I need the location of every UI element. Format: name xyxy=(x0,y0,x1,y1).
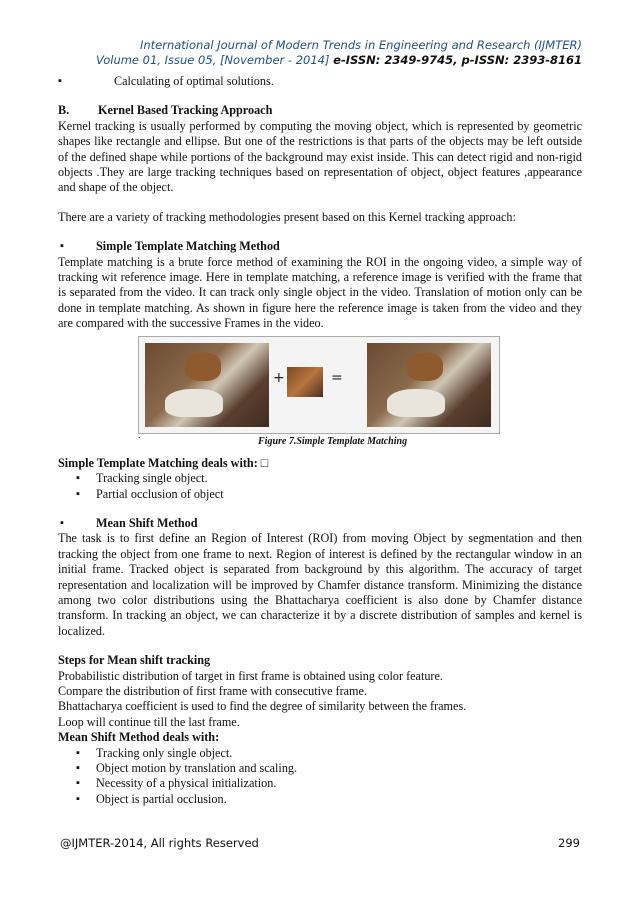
journal-title: International Journal of Modern Trends in Engineering and Research (IJMTER) xyxy=(139,38,582,52)
issn-info: e-ISSN: 2349-9745, p-ISSN: 2393-8161 xyxy=(333,53,582,67)
plus-sign: + xyxy=(273,369,285,386)
volume-info: Volume 01, Issue 05, [November - 2014] xyxy=(96,53,330,67)
stm-deals-heading: Simple Template Matching deals with: □ xyxy=(58,455,269,470)
frame-image xyxy=(145,343,269,427)
step-item: Bhattacharya coefficient is used to find the degree of similarity between the frames. xyxy=(58,699,467,714)
stm-list-item: ▪ Tracking single object. xyxy=(58,471,582,486)
page-number: 299 xyxy=(558,836,580,850)
equals-sign: = xyxy=(331,369,343,386)
page-body xyxy=(58,74,582,807)
paragraph-template: Template matching is a brute force method of examining the ROI in the ongoing video, a simple way of tracking wit reference image. Here in template matching, a reference image is verified with the frame that is separated from the video. It can track only single object in the video. Translation of motion only can be done in template matching. As shown in figure here the reference image is taken from the video and they are compared with the successive Frames in the video. xyxy=(58,254,582,331)
template-image xyxy=(287,367,323,397)
top-bullet: ▪ Calculating of optimal solutions. xyxy=(58,74,582,89)
ms-list-item: ▪ Tracking only single object. xyxy=(58,746,582,761)
ms-list-item: ▪ Object motion by translation and scaling. xyxy=(58,761,582,776)
ms-heading: ▪ Mean Shift Method xyxy=(58,516,582,531)
figure-image xyxy=(138,336,500,434)
figure-template-matching xyxy=(58,336,582,447)
section-title: Kernel Based Tracking Approach xyxy=(98,103,273,118)
matched-frame-image xyxy=(367,343,491,427)
journal-issue xyxy=(0,53,582,67)
step-item: Loop will continue till the last frame. xyxy=(58,714,240,729)
copyright: @IJMTER-2014, All rights Reserved xyxy=(60,836,259,850)
figure-dot: . xyxy=(138,429,141,441)
steps-heading: Steps for Mean shift tracking xyxy=(58,653,211,668)
stm-list-item: ▪ Partial occlusion of object xyxy=(58,487,582,502)
paragraph-methodologies: There are a variety of tracking methodologies present based on this Kernel tracking approach: xyxy=(58,209,516,224)
section-label: B. xyxy=(58,103,70,118)
ms-list-item: ▪ Necessity of a physical initialization. xyxy=(58,776,582,791)
section-heading xyxy=(58,103,582,118)
page-footer xyxy=(60,836,580,850)
step-item: Compare the distribution of first frame with consecutive frame. xyxy=(58,683,367,698)
ms-deals-heading: Mean Shift Method deals with: xyxy=(58,730,220,745)
step-item: Probabilistic distribution of target in first frame is obtained using color feature. xyxy=(58,668,443,683)
paragraph-kernel: Kernel tracking is usually performed by computing the moving object, which is represented by geometric shapes like rectangle and ellipse. But one of the restrictions is that parts of the objects may be left outside of the defined shape while portions of the background may exist inside. This can detect rigid and non-rigid objects .They are large tracking techniques based on representation of object, object features ,appearance and shape of the object. xyxy=(58,118,582,195)
stm-heading: ▪ Simple Template Matching Method xyxy=(58,239,582,254)
ms-list-item: ▪ Object is partial occlusion. xyxy=(58,792,582,807)
paragraph-mean-shift: The task is to first define an Region of Interest (ROI) from moving Object by segmentation and then tracking the object from one frame to next. Region of interest is defined by the rectangular window in an initial frame. Tracked object is separated from background by this algorithm. The accuracy of target representation and localization will be improved by Chamfer distance transform. Minimizing the distance among two color distributions using the Bhattacharya coefficient is also done by Chamfer distance transform. In tracking an object, we can characterize it by a discrete distribution of samples and kernel is localized. xyxy=(58,531,582,638)
figure-caption: Figure 7.Simple Template Matching xyxy=(258,435,408,447)
